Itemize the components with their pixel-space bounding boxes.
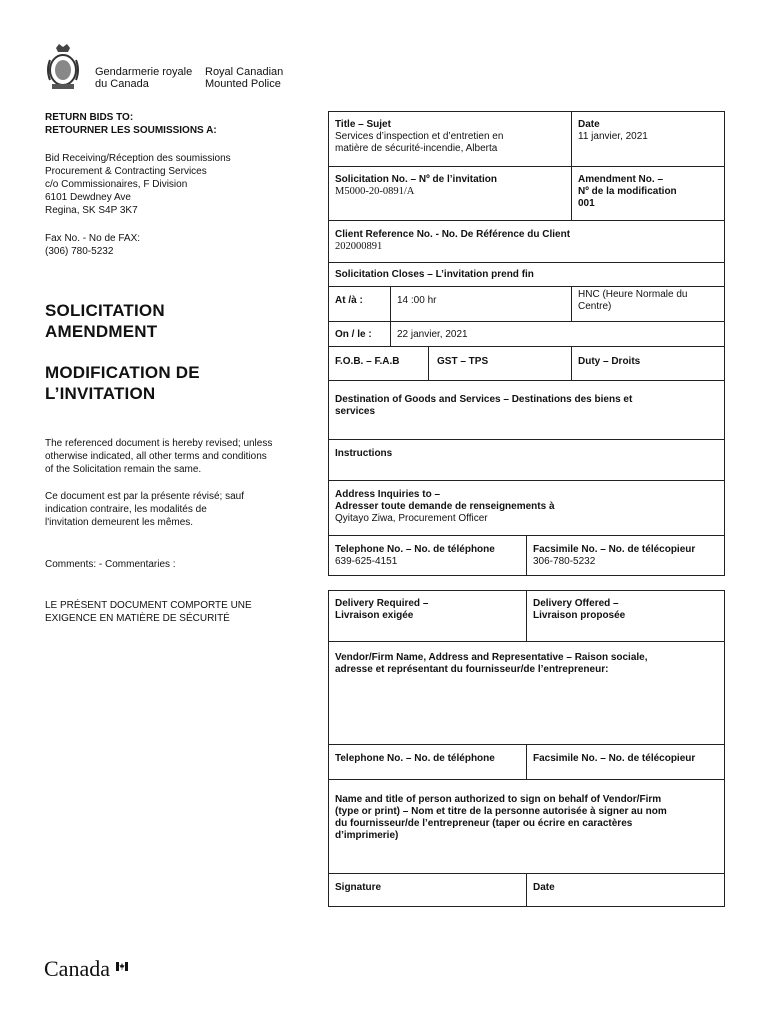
fax-number: (306) 780-5232 xyxy=(45,246,114,257)
signature-label: Signature xyxy=(335,882,382,893)
amendment-number-field xyxy=(574,174,724,210)
title-value: matière de sécurité-incendie, Alberta xyxy=(335,143,498,154)
authorized-person-line: du fournisseur/de l’entrepreneur (taper ou écrire en caractères xyxy=(335,818,633,829)
revised-notice-fr xyxy=(45,490,244,529)
canada-wordmark-text: Canada xyxy=(44,956,110,981)
destination-line: Destination of Goods and Services – Destinations des biens et xyxy=(335,394,633,405)
client-reference-label: Client Reference No. - No. De Référence du Client xyxy=(335,229,571,240)
revised-en-line: otherwise indicated, all other terms and conditions xyxy=(45,451,267,462)
at-label: At /à : xyxy=(335,295,363,306)
canada-flag-icon xyxy=(116,958,128,967)
address-inquiries-label: Address Inquiries to – xyxy=(335,489,441,500)
authorized-person-line: (type or print) – Nom et titre de la personne autorisée à signer au nom xyxy=(335,806,667,817)
client-reference-value: 202000891 xyxy=(335,241,383,252)
on-label: On / le : xyxy=(335,329,372,340)
canada-wordmark-logo xyxy=(44,956,110,982)
telephone-label: Telephone No. – No. de téléphone xyxy=(335,544,495,555)
address-line: c/o Commissionaires, F Division xyxy=(45,179,188,190)
vendor-label-line: Vendor/Firm Name, Address and Representative – Raison sociale, xyxy=(335,652,648,663)
date-label: Date xyxy=(578,119,600,130)
title-value: Services d’inspection et d’entretien en xyxy=(335,131,504,142)
return-bids-fr: RETOURNER LES SOUMISSIONS A: xyxy=(45,125,217,136)
destination-label xyxy=(331,394,721,418)
address-line: Procurement & Contracting Services xyxy=(45,166,207,177)
closing-time-value: 14 :00 hr xyxy=(397,295,437,306)
security-line: LE PRÉSENT DOCUMENT COMPORTE UNE xyxy=(45,600,252,611)
delivery-required-line: Livraison exigée xyxy=(335,610,414,621)
timezone-value xyxy=(574,289,724,313)
timezone-line: Centre) xyxy=(578,301,612,312)
vendor-facsimile-label: Facsimile No. – No. de télécopieur xyxy=(533,753,696,764)
agency-fr-line1: Gendarmerie royale xyxy=(95,66,193,78)
revised-fr-line: Ce document est par la présente révisé; sauf xyxy=(45,491,244,502)
agency-name-en xyxy=(205,66,283,90)
date-value: 11 janvier, 2021 xyxy=(578,131,648,142)
delivery-offered-label xyxy=(529,598,719,622)
title-field xyxy=(331,119,571,155)
closing-date-value: 22 janvier, 2021 xyxy=(397,329,468,340)
address-line: Regina, SK S4P 3K7 xyxy=(45,205,138,216)
bid-receiving-address xyxy=(45,152,231,217)
agency-fr-line2: du Canada xyxy=(95,78,149,90)
delivery-offered-line: Delivery Offered – xyxy=(533,598,619,609)
title-fr-line2: L’INVITATION xyxy=(45,384,156,403)
title-fr-line1: MODIFICATION DE xyxy=(45,363,200,382)
vendor-label-line: adresse et représentant du fournisseur/de l’entrepreneur: xyxy=(335,664,609,675)
address-inquiries-field xyxy=(331,489,721,525)
amendment-value: 001 xyxy=(578,198,595,209)
agency-en-line1: Royal Canadian xyxy=(205,66,284,78)
comments-label: Comments: - Commentaries : xyxy=(45,559,176,570)
title-en-line1: SOLICITATION xyxy=(45,301,165,320)
facsimile-field xyxy=(529,544,725,568)
telephone-field xyxy=(331,544,526,568)
return-bids-en: RETURN BIDS TO: xyxy=(45,112,134,123)
solicitation-number-label: Solicitation No. – Nº de l’invitation xyxy=(335,174,497,185)
vendor-telephone-label: Telephone No. – No. de téléphone xyxy=(335,753,495,764)
signature-date-label: Date xyxy=(533,882,555,893)
amendment-label: Nº de la modification xyxy=(578,186,677,197)
authorized-person-line: d’imprimerie) xyxy=(335,830,399,841)
rcmp-crest-icon xyxy=(44,44,82,90)
address-line: 6101 Dewdney Ave xyxy=(45,192,131,203)
return-bids-heading xyxy=(45,111,217,137)
title-label: Title – Sujet xyxy=(335,119,391,130)
address-line: Bid Receiving/Réception des soumissions xyxy=(45,153,231,164)
client-reference-field xyxy=(331,229,721,253)
security-line: EXIGENCE EN MATIÈRE DE SÉCURITÉ xyxy=(45,613,230,624)
agency-name-fr xyxy=(95,66,192,90)
destination-line: services xyxy=(335,406,376,417)
revised-fr-line: l'invitation demeurent les mêmes. xyxy=(45,517,194,528)
delivery-offered-line: Livraison proposée xyxy=(533,610,626,621)
authorized-person-line: Name and title of person authorized to sign on behalf of Vendor/Firm xyxy=(335,794,662,805)
date-field xyxy=(574,119,724,143)
revised-en-line: of the Solicitation remain the same. xyxy=(45,464,202,475)
fax-block xyxy=(45,232,140,258)
facsimile-value: 306-780-5232 xyxy=(533,556,596,567)
address-inquiries-label: Adresser toute demande de renseignements à xyxy=(335,501,555,512)
revised-en-line: The referenced document is hereby revised; unless xyxy=(45,438,273,449)
timezone-line: HNC (Heure Normale du xyxy=(578,289,688,300)
agency-en-line2: Mounted Police xyxy=(205,78,281,90)
duty-label: Duty – Droits xyxy=(578,356,641,367)
instructions-label: Instructions xyxy=(335,448,393,459)
fob-label: F.O.B. – F.A.B xyxy=(335,356,400,367)
vendor-name-address-label xyxy=(331,652,723,676)
authorized-person-label xyxy=(331,794,723,842)
solicitation-number-field xyxy=(331,174,571,198)
delivery-required-label xyxy=(331,598,521,622)
gst-label: GST – TPS xyxy=(437,356,489,367)
solicitation-closes-label: Solicitation Closes – L’invitation prend fin xyxy=(335,269,534,280)
security-notice xyxy=(45,599,252,625)
revised-fr-line: indication contraire, les modalités de xyxy=(45,504,207,515)
title-en-line2: AMENDMENT xyxy=(45,322,158,341)
fax-label: Fax No. - No de FAX: xyxy=(45,233,141,244)
title-solicitation-amendment xyxy=(45,300,165,342)
telephone-value: 639-625-4151 xyxy=(335,556,398,567)
procurement-officer-name: Qyitayo Ziwa, Procurement Officer xyxy=(335,513,488,524)
solicitation-number-value: M5000-20-0891/A xyxy=(335,186,415,197)
amendment-label: Amendment No. – xyxy=(578,174,664,185)
facsimile-label: Facsimile No. – No. de télécopieur xyxy=(533,544,696,555)
delivery-required-line: Delivery Required – xyxy=(335,598,429,609)
title-modification xyxy=(45,362,200,404)
revised-notice-en xyxy=(45,437,272,476)
